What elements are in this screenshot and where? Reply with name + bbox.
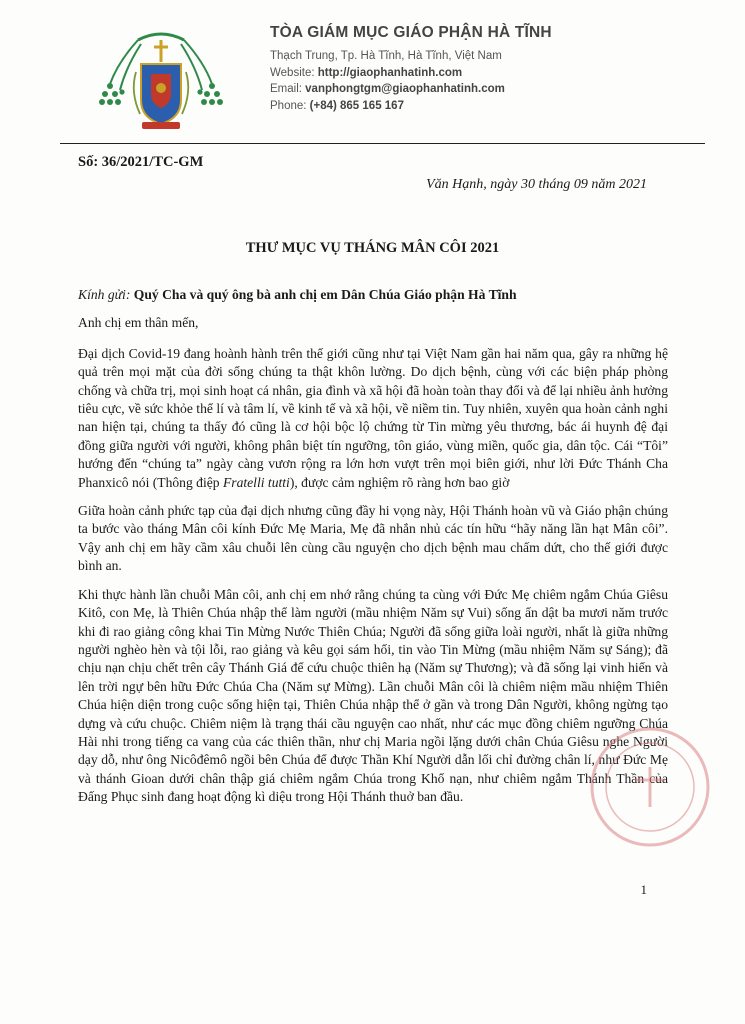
- email-link[interactable]: vanphongtgm@giaophanhatinh.com: [305, 83, 505, 95]
- recipient-line: [78, 286, 668, 304]
- phone-number: (+84) 865 165 167: [309, 99, 404, 112]
- document-number: Số: 36/2021/TC-GM: [78, 154, 204, 170]
- paragraph-2: Giữa hoàn cảnh phức tạp của đại dịch nhưng cũng đầy hi vọng này, Hội Thánh hoàn vũ và Giáo phận chúng ta bước vào tháng Mân côi kính Đức Mẹ Maria, Mẹ đã nhắn nhủ các tín hữu “hãy năng lần hạt Mân côi”. Vậy anh chị em hãy cầm xâu chuỗi lên cùng cầu nguyện cho dịch bệnh mau chấm dứt, cho thế giới được bình an.: [78, 503, 668, 574]
- org-name: TÒA GIÁM MỤC GIÁO PHẬN HÀ TĨNH: [270, 24, 552, 41]
- letterhead: [270, 24, 552, 114]
- org-phone: Phone: (+84) 865 165 167: [270, 99, 404, 112]
- header-divider: [60, 143, 705, 144]
- recipient-label: Kính gửi:: [78, 287, 131, 302]
- website-link[interactable]: http://giaophanhatinh.com: [317, 66, 463, 79]
- letter-body: [78, 286, 668, 817]
- diocese-coat-of-arms: [96, 22, 226, 137]
- org-address: Thạch Trung, Tp. Hà Tĩnh, Hà Tĩnh, Việt Nam: [270, 50, 502, 62]
- greeting: Anh chị em thân mến,: [78, 315, 199, 331]
- crest-cross: [154, 40, 168, 62]
- org-website: Website: http://giaophanhatinh.com: [270, 66, 463, 79]
- red-seal-stamp: [585, 722, 715, 852]
- document-title: THƯ MỤC VỤ THÁNG MÂN CÔI 2021: [245, 240, 500, 256]
- crest-shield: [141, 64, 181, 124]
- document-date: Văn Hạnh, ngày 30 tháng 09 năm 2021: [426, 177, 647, 192]
- paragraph-1: Đại dịch Covid-19 đang hoành hành trên thế giới cũng như tại Việt Nam gần hai năm qua, gây ra những hệ quả trên mọi mặt của đời sống chúng ta thật khôn lường. Do dịch bệnh, cùng với các biện pháp phòng chống và chữa trị, mọi sinh hoạt cá nhân, gia đình và xã hội đã hoàn toàn thay đổi và để lại nhiều ảnh hưởng tiêu cực, về sức khỏe thể lí và tâm lí, về kinh tế và xã hội, về niềm tin. Tuy nhiên, xuyên qua hoàn cảnh nghi nan hiện tại, chúng ta thấy đó cũng là cơ hội bộc lộ chứng từ Tin mừng yêu thương, bác ái huynh đệ đại đồng giữa người với người, không phân biệt tín ngưỡng, tôn giáo, vùng miền, quốc gia, dân tộc. Cái “Tôi” hướng đến “chúng ta” ngày càng vươn rộng ra lớn hơn vượt trên mọi biên giới, như lời Đức Thánh Cha Phanxicô nói (Thông điệp Fratelli tutti), được cảm nghiệm rõ ràng hơn bao giờ: [78, 345, 668, 490]
- org-email: Email: vanphongtgm@giaophanhatinh.com: [270, 83, 505, 95]
- crest-motto-ribbon: [142, 122, 180, 129]
- encyclical-title: Fratelli tutti: [222, 474, 290, 490]
- recipient-name: Quý Cha và quý ông bà anh chị em Dân Chúa Giáo phận Hà Tĩnh: [130, 287, 517, 302]
- paragraph-3: Khi thực hành lần chuỗi Mân côi, anh chị em nhớ rằng chúng ta cùng với Đức Mẹ chiêm ngắm Chúa Giêsu Kitô, con Mẹ, là Thiên Chúa nhập thể làm người (mầu nhiệm Năm sự Vui) sống ẩn dật ba mươi năm trước khi đi rao giảng công khai Tin Mừng Nước Thiên Chúa; Người đã sống giữa loài người, nhất là giữa những người nghèo hèn và tội lỗi, rao giảng và kêu gọi sám hối, tin vào Tin Mừng (mầu nhiệm Năm sự Sáng); đã chịu nạn chịu chết trên cây Thánh Giá để cứu chuộc thiên hạ (Năm sự Thương); và đã sống lại vinh hiển và lên trời ngự bên hữu Đức Chúa Cha (Năm sự Mừng). Lần chuỗi Mân côi là chiêm niệm mầu nhiệm Thiên Chúa hiện diện trong cuộc sống hiện tại, Thiên Chúa nhập thể ở gần và trong Dân Người, không ngừng tạo dựng và cứu chuộc. Chiêm niệm là trạng thái cầu nguyện cao nhất, như các mục đồng chiêm ngưỡng Chúa Hài nhi trong tiếng ca vang của các thiên thần, như chị Maria ngồi lặng dưới chân Chúa Giêsu nghe Người dạy dỗ, như ông Nicôđêmô ngồi bên Chúa để được Thần Khí Người dẫn lối chỉ đường chân lí, như Đức Mẹ và thánh Gioan dưới chân thập giá chiêm ngắm Chúa trong Khổ nạn, như chiêm ngắm Thánh Thần của Đấng Phục sinh đang hoạt động kì diệu trong Hội Thánh thuở ban đầu.: [78, 586, 668, 805]
- page-number: 1: [640, 882, 647, 897]
